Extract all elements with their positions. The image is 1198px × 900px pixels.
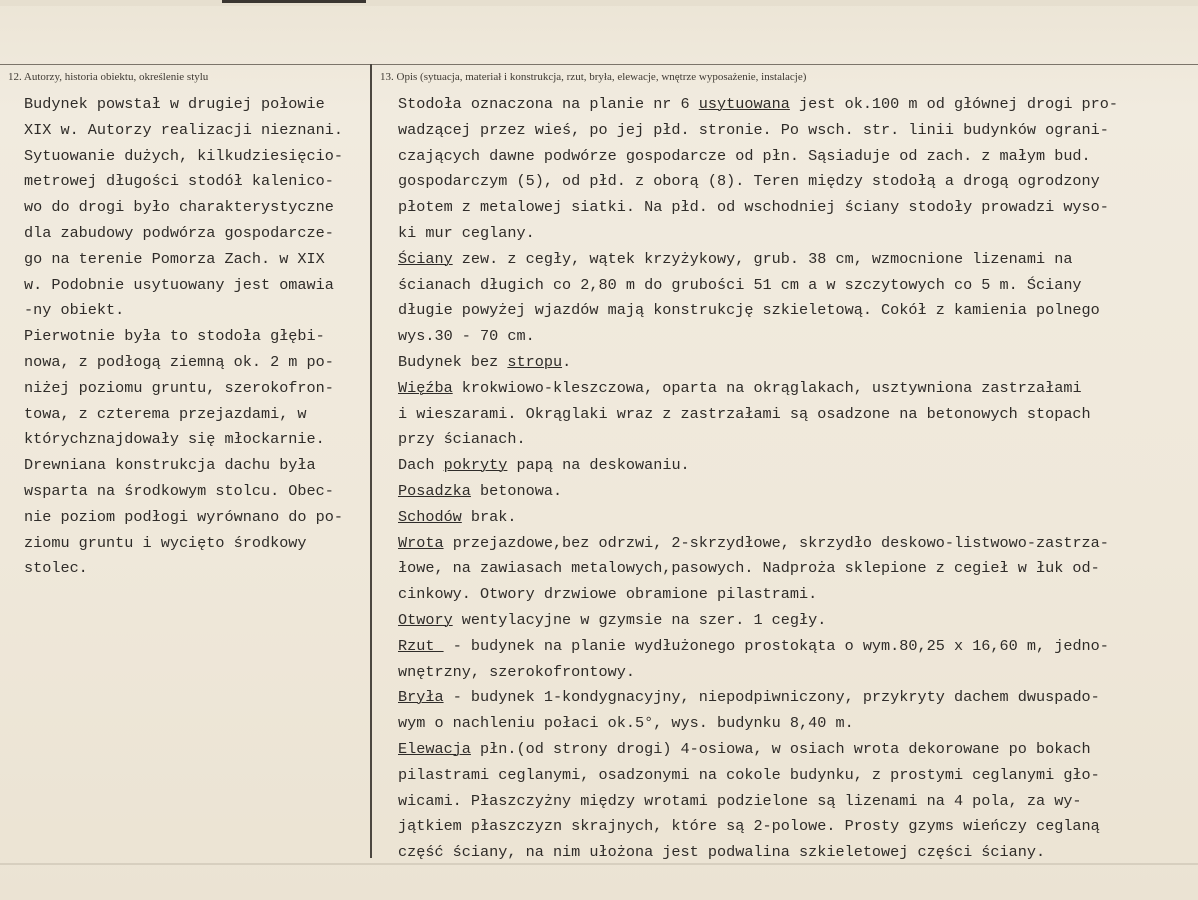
underlined-keyword: Rzut <box>398 636 444 655</box>
description-text-line <box>398 608 1193 634</box>
top-ink-mark <box>222 0 366 3</box>
history-text-line: Sytuowanie dużych, kilkudziesięcio- <box>24 146 343 165</box>
underlined-keyword: Bryła <box>398 688 444 707</box>
line-text: brak. <box>461 507 517 526</box>
description-text-line <box>398 144 1193 170</box>
history-text-line: niżej poziomu gruntu, szerokofron- <box>24 378 334 397</box>
description-text-line <box>398 737 1193 763</box>
description-text-line <box>398 324 1193 350</box>
line-text: zew. z cegły, wątek krzyżykowy, grub. 38 cm, wzmocnione lizenami na <box>452 249 1073 268</box>
history-text-line: wo do drogi było charakterystyczne <box>24 198 334 217</box>
line-text: wys.30 - 70 cm. <box>398 327 535 346</box>
description-text-line <box>398 685 1193 711</box>
history-text-line: którychznajdowały się młockarnie. <box>24 430 325 449</box>
description-text-line <box>398 789 1193 815</box>
description-text-line <box>398 247 1193 273</box>
description-text-line <box>398 505 1193 531</box>
line-text: pilastrami ceglanymi, osadzonymi na cokole budynku, z prostymi ceglanymi gło- <box>398 765 1100 784</box>
history-text-line: -ny obiekt. <box>24 301 125 320</box>
history-text-line: stolec. <box>24 559 88 578</box>
description-text-line <box>398 402 1193 428</box>
description-text-line <box>398 169 1193 195</box>
line-text: gospodarczym (5), od płd. z oborą (8). Teren między stodołą a drogą ogrodzony <box>398 172 1100 191</box>
line-text: jest ok.100 m od głównej drogi pro- <box>789 95 1119 113</box>
description-text-line <box>398 711 1193 737</box>
description-text-line <box>398 376 1193 402</box>
description-text-line <box>398 556 1193 582</box>
line-text: wnętrzny, szerokofrontowy. <box>398 662 635 681</box>
description-text-line <box>398 660 1193 686</box>
description-text-line <box>398 195 1193 221</box>
description-text-line <box>398 814 1193 840</box>
underlined-keyword: Ściany <box>398 249 453 268</box>
line-text: . <box>562 352 572 371</box>
history-text-line: nowa, z podłogą ziemną ok. 2 m po- <box>24 352 334 371</box>
description-text-line <box>398 531 1193 557</box>
line-text: - budynek 1-kondygnacyjny, niepodpiwniczony, przykryty dachem dwuspado- <box>443 688 1100 707</box>
line-text: czających dawne podwórze gospodarcze od płn. Sąsiaduje od zach. z małym bud. <box>398 146 1091 165</box>
history-text-line: XIX w. Autorzy realizacji nieznani. <box>24 120 343 139</box>
history-text-line: nie poziom podłogi wyrównano do po- <box>24 507 343 526</box>
line-text: Dach <box>398 456 444 475</box>
description-text-line <box>398 92 1193 118</box>
history-text-line: Budynek powstał w drugiej połowie <box>24 95 325 113</box>
line-text: papą na deskowaniu. <box>507 456 690 475</box>
line-text: i wieszarami. Okrąglaki wraz z zastrzałami są osadzone na betonowych stopach <box>398 404 1091 423</box>
line-text: Budynek bez <box>398 352 508 371</box>
line-text: cinkowy. Otwory drzwiowe obramione pilastrami. <box>398 585 818 604</box>
history-text-line: dla zabudowy podwórza gospodarcze- <box>24 223 334 242</box>
line-text: ścianach długich co 2,80 m do grubości 51 cm a w szczytowych co 5 m. Ściany <box>398 275 1082 294</box>
history-text-line: ziomu gruntu i wycięto środkowy <box>24 533 307 552</box>
line-text: przejazdowe,bez odrzwi, 2-skrzydłowe, skrzydło deskowo-listwowo-zastrza- <box>443 533 1109 552</box>
line-text: jątkiem płaszczyzn skrajnych, które są 2-polowe. Prosty gzyms wieńczy ceglaną <box>398 817 1100 836</box>
line-text: betonowa. <box>470 481 563 500</box>
description-text-line <box>398 479 1193 505</box>
underlined-keyword: stropu <box>507 352 563 371</box>
top-border <box>0 0 1198 6</box>
description-text-line <box>398 634 1193 660</box>
description-text-line <box>398 840 1193 866</box>
line-text: ki mur ceglany. <box>398 223 535 242</box>
history-text-line: wsparta na środkowym stolcu. Obec- <box>24 481 334 500</box>
description-text-line <box>398 350 1193 376</box>
description-text-line <box>398 221 1193 247</box>
history-text-column <box>24 92 370 582</box>
line-text: wentylacyjne w gzymsie na szer. 1 cegły. <box>452 610 827 629</box>
line-text: wadzącej przez wieś, po jej płd. stronie. Po wsch. str. linii budynków ograni- <box>398 120 1109 139</box>
line-text: płotem z metalowej siatki. Na płd. od wschodniej ściany stodoły prowadzi wyso- <box>398 198 1109 217</box>
line-text: krokwiowo-kleszczowa, oparta na okrąglakach, usztywniona zastrzałami <box>452 378 1082 397</box>
underlined-keyword: Schodów <box>398 507 462 526</box>
underlined-keyword: pokryty <box>443 456 508 475</box>
line-text: łowe, na zawiasach metalowych,pasowych. Nadproża sklepione z cegieł w łuk od- <box>398 559 1100 578</box>
line-text: długie powyżej wjazdów mają konstrukcję szkieletową. Cokół z kamienia polnego <box>398 301 1100 320</box>
description-text-line <box>398 763 1193 789</box>
header-rule <box>0 64 1198 65</box>
underlined-keyword: Więźba <box>398 378 453 397</box>
underlined-keyword: Elewacja <box>398 739 471 758</box>
history-text-line: w. Podobnie usytuowany jest omawia <box>24 275 334 294</box>
description-text-line <box>398 427 1193 453</box>
line-text: płn.(od strony drogi) 4-osiowa, w osiach wrota dekorowane po bokach <box>470 739 1091 758</box>
underlined-keyword: usytuowana <box>698 95 790 113</box>
description-text-line <box>398 453 1193 479</box>
line-text: część ściany, na nim ułożona jest podwalina szkieletowej części ściany. <box>398 843 1046 862</box>
history-text-line: towa, z czterema przejazdami, w <box>24 404 307 423</box>
section-13-header: 13. Opis (sytuacja, materiał i konstrukcja, rzut, bryła, elewacje, wnętrze wyposażenie, instalacje) <box>380 71 807 83</box>
column-divider <box>370 64 372 858</box>
section-12-header: 12. Autorzy, historia obiektu, określenie stylu <box>8 71 209 83</box>
line-text: wym o nachleniu połaci ok.5°, wys. budynku 8,40 m. <box>398 714 854 733</box>
history-text-line: Drewniana konstrukcja dachu była <box>24 456 316 475</box>
line-text: przy ścianach. <box>398 430 526 449</box>
history-text-line: go na terenie Pomorza Zach. w XIX <box>24 249 325 268</box>
history-text-line: metrowej długości stodół kalenico- <box>24 172 334 191</box>
line-text: - budynek na planie wydłużonego prostokąta o wym.80,25 x 16,60 m, jedno- <box>443 636 1109 655</box>
underlined-keyword: Wrota <box>398 533 444 552</box>
description-text-column <box>398 92 1193 866</box>
line-text: Stodoła oznaczona na planie nr 6 <box>398 95 699 113</box>
description-text-line <box>398 582 1193 608</box>
underlined-keyword: Otwory <box>398 610 453 629</box>
description-text-line <box>398 298 1193 324</box>
description-text-line <box>398 273 1193 299</box>
history-text-line: Pierwotnie była to stodoła głębi- <box>24 327 325 346</box>
description-text-line <box>398 118 1193 144</box>
underlined-keyword: Posadzka <box>398 481 471 500</box>
line-text: wicami. Płaszczyżny między wrotami podzielone są lizenami na 4 pola, za wy- <box>398 791 1082 810</box>
